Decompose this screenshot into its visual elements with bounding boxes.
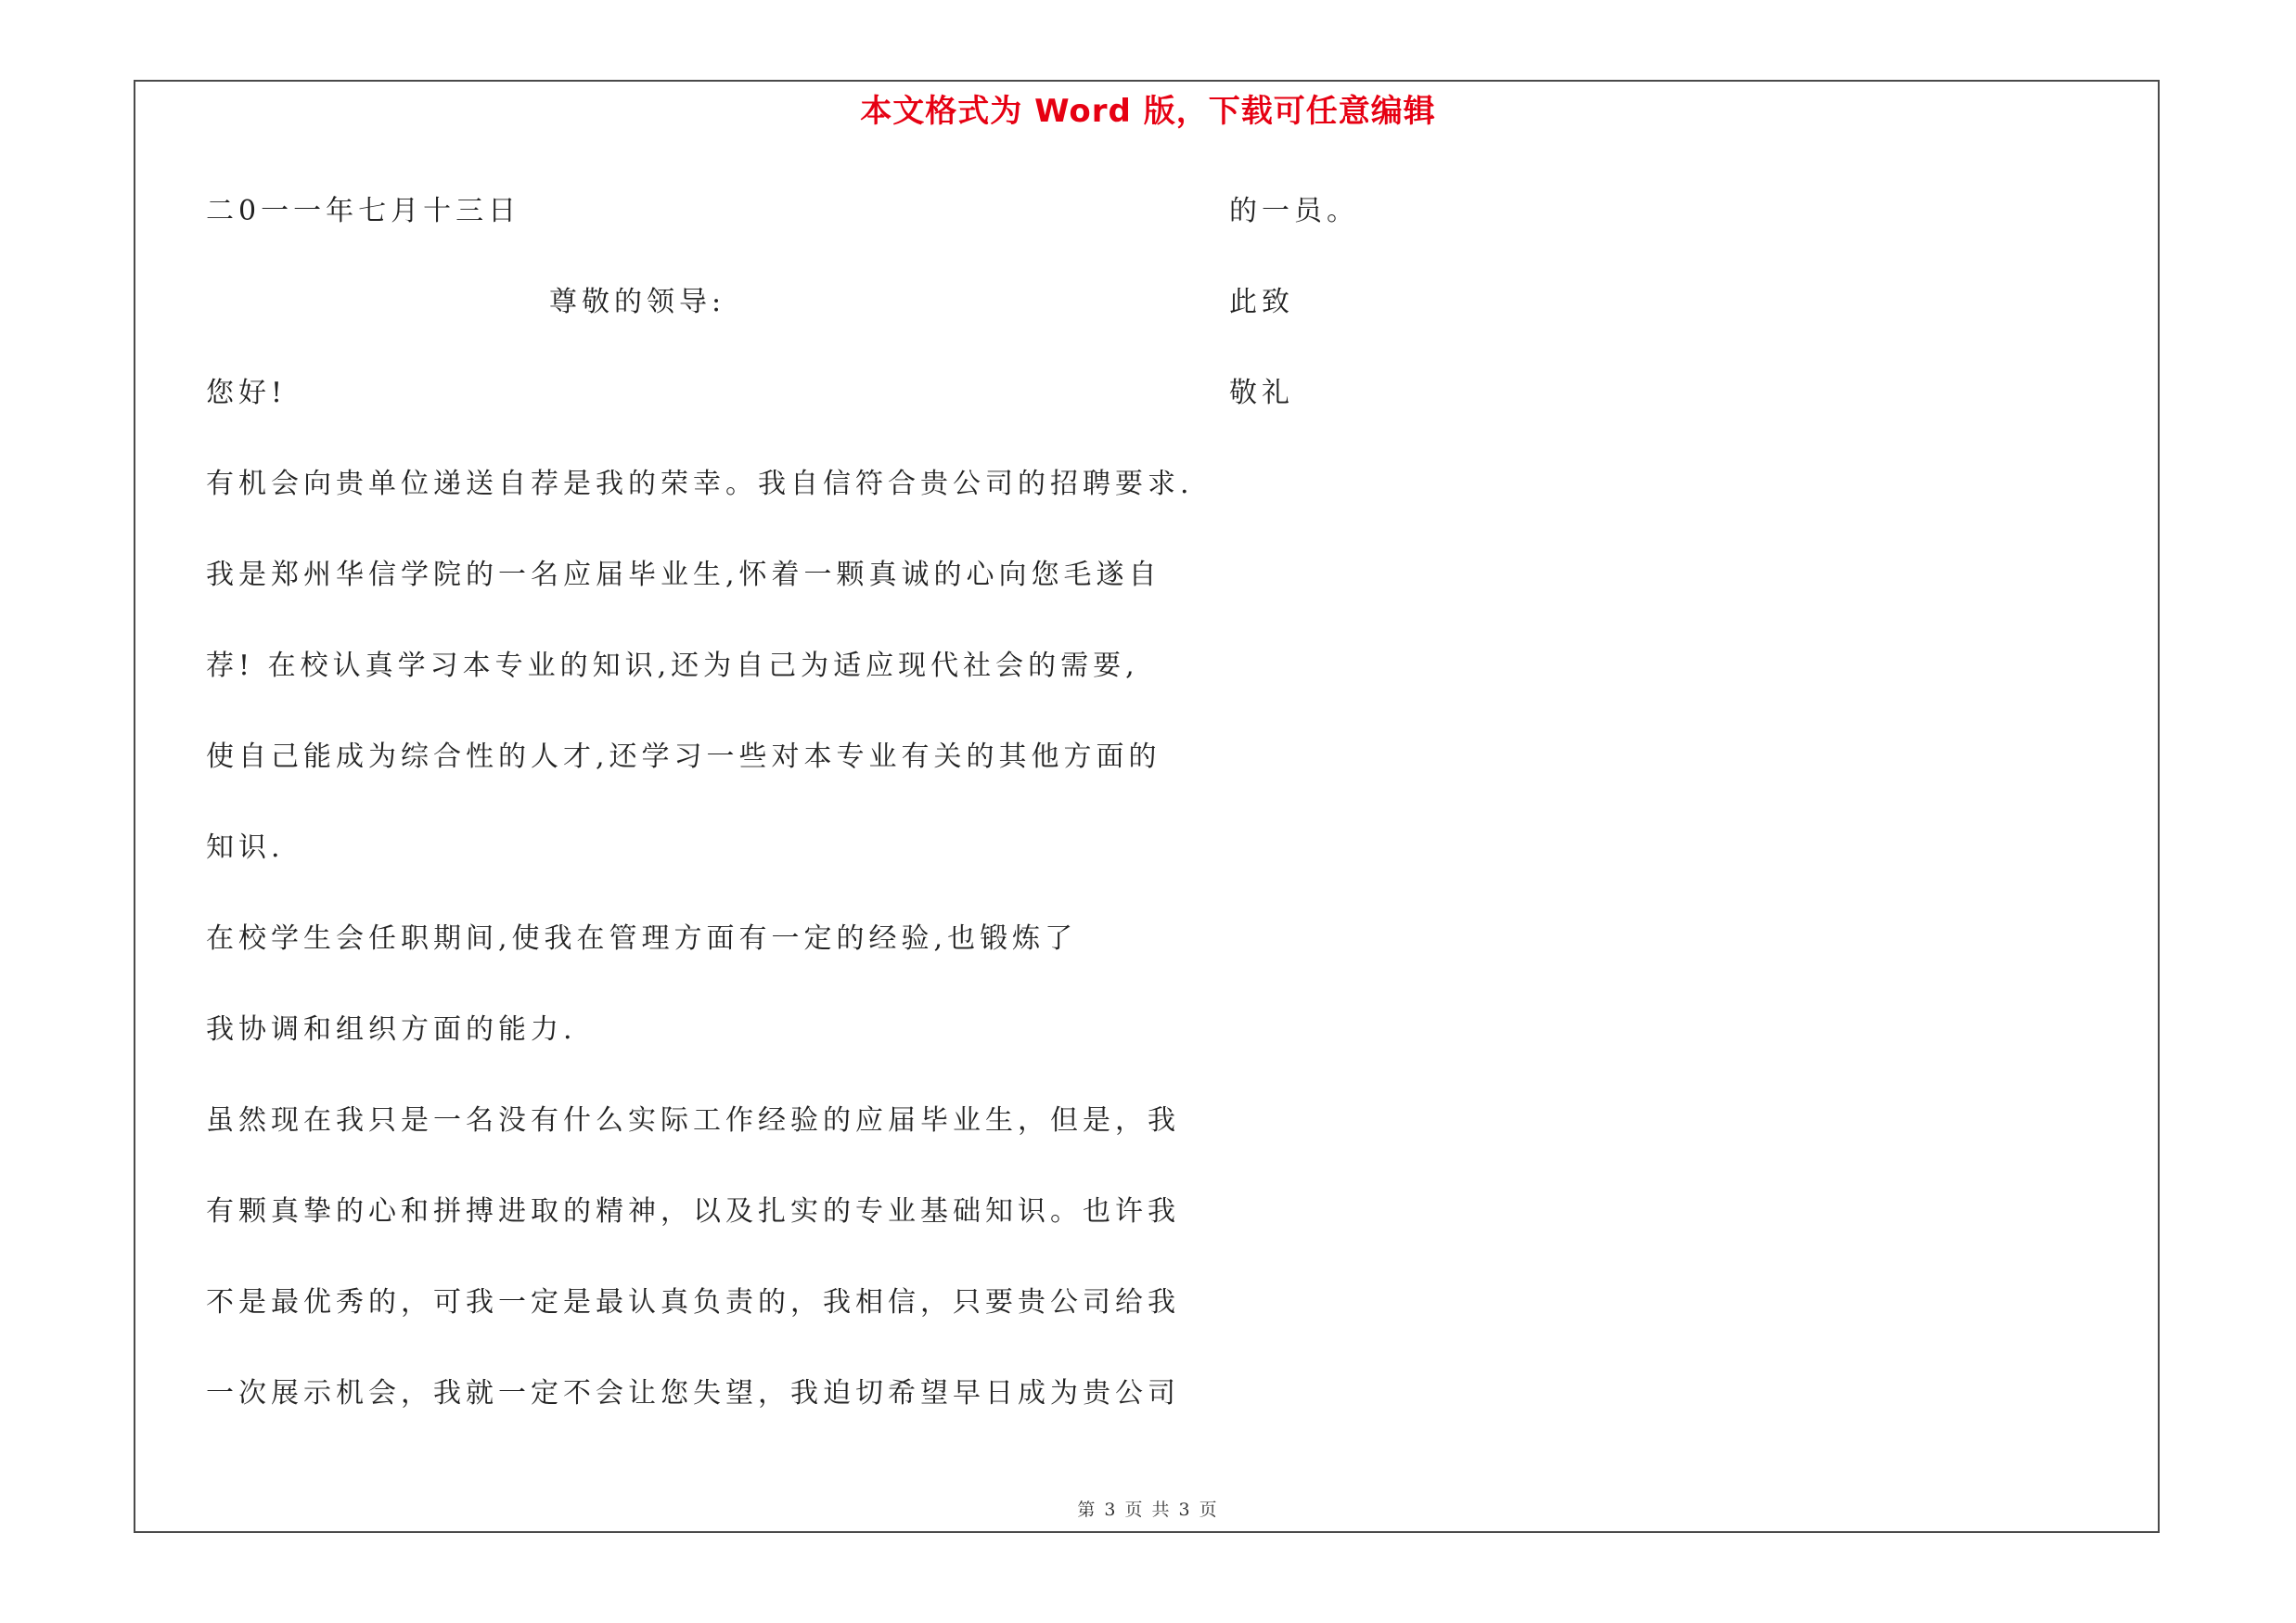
closing-phrase: 此致: [1229, 286, 1294, 318]
body-line: 知识.: [206, 831, 285, 864]
letter-salutation: 尊敬的领导:: [549, 286, 726, 318]
body-line: 荐! 在校认真学习本专业的知识,还为自己为适应现代社会的需要,: [206, 650, 1139, 682]
document-banner: 本文格式为 Word 版，下载可任意编辑: [860, 93, 1436, 130]
closing-regards: 敬礼: [1229, 377, 1294, 409]
body-line: 有机会向贵单位递送自荐是我的荣幸。我自信符合贵公司的招聘要求.: [206, 468, 1194, 500]
body-line: 我协调和组织方面的能力.: [206, 1013, 577, 1046]
body-line: 一次展示机会，我就一定不会让您失望，我迫切希望早日成为贵公司: [206, 1377, 1180, 1410]
body-line: 使自己能成为综合性的人才,还学习一些对本专业有关的其他方面的: [206, 741, 1161, 773]
letter-date: 二0一一年七月十三日: [206, 195, 521, 227]
body-line: 我是郑州华信学院的一名应届毕业生,怀着一颗真诚的心向您毛遂自: [206, 559, 1161, 591]
body-line: 有颗真挚的心和拼搏进取的精神，以及扎实的专业基础知识。也许我: [206, 1195, 1180, 1228]
body-line: 不是最优秀的，可我一定是最认真负责的，我相信，只要贵公司给我: [206, 1286, 1180, 1319]
body-line: 在校学生会任职期间,使我在管理方面有一定的经验,也锻炼了: [206, 922, 1078, 955]
letter-greeting: 您好!: [206, 377, 288, 409]
body-line: 虽然现在我只是一名没有什么实际工作经验的应届毕业生，但是，我: [206, 1104, 1180, 1137]
page-number-footer: 第 3 页 共 3 页: [1077, 1500, 1219, 1520]
closing-line: 的一员。: [1229, 195, 1359, 227]
